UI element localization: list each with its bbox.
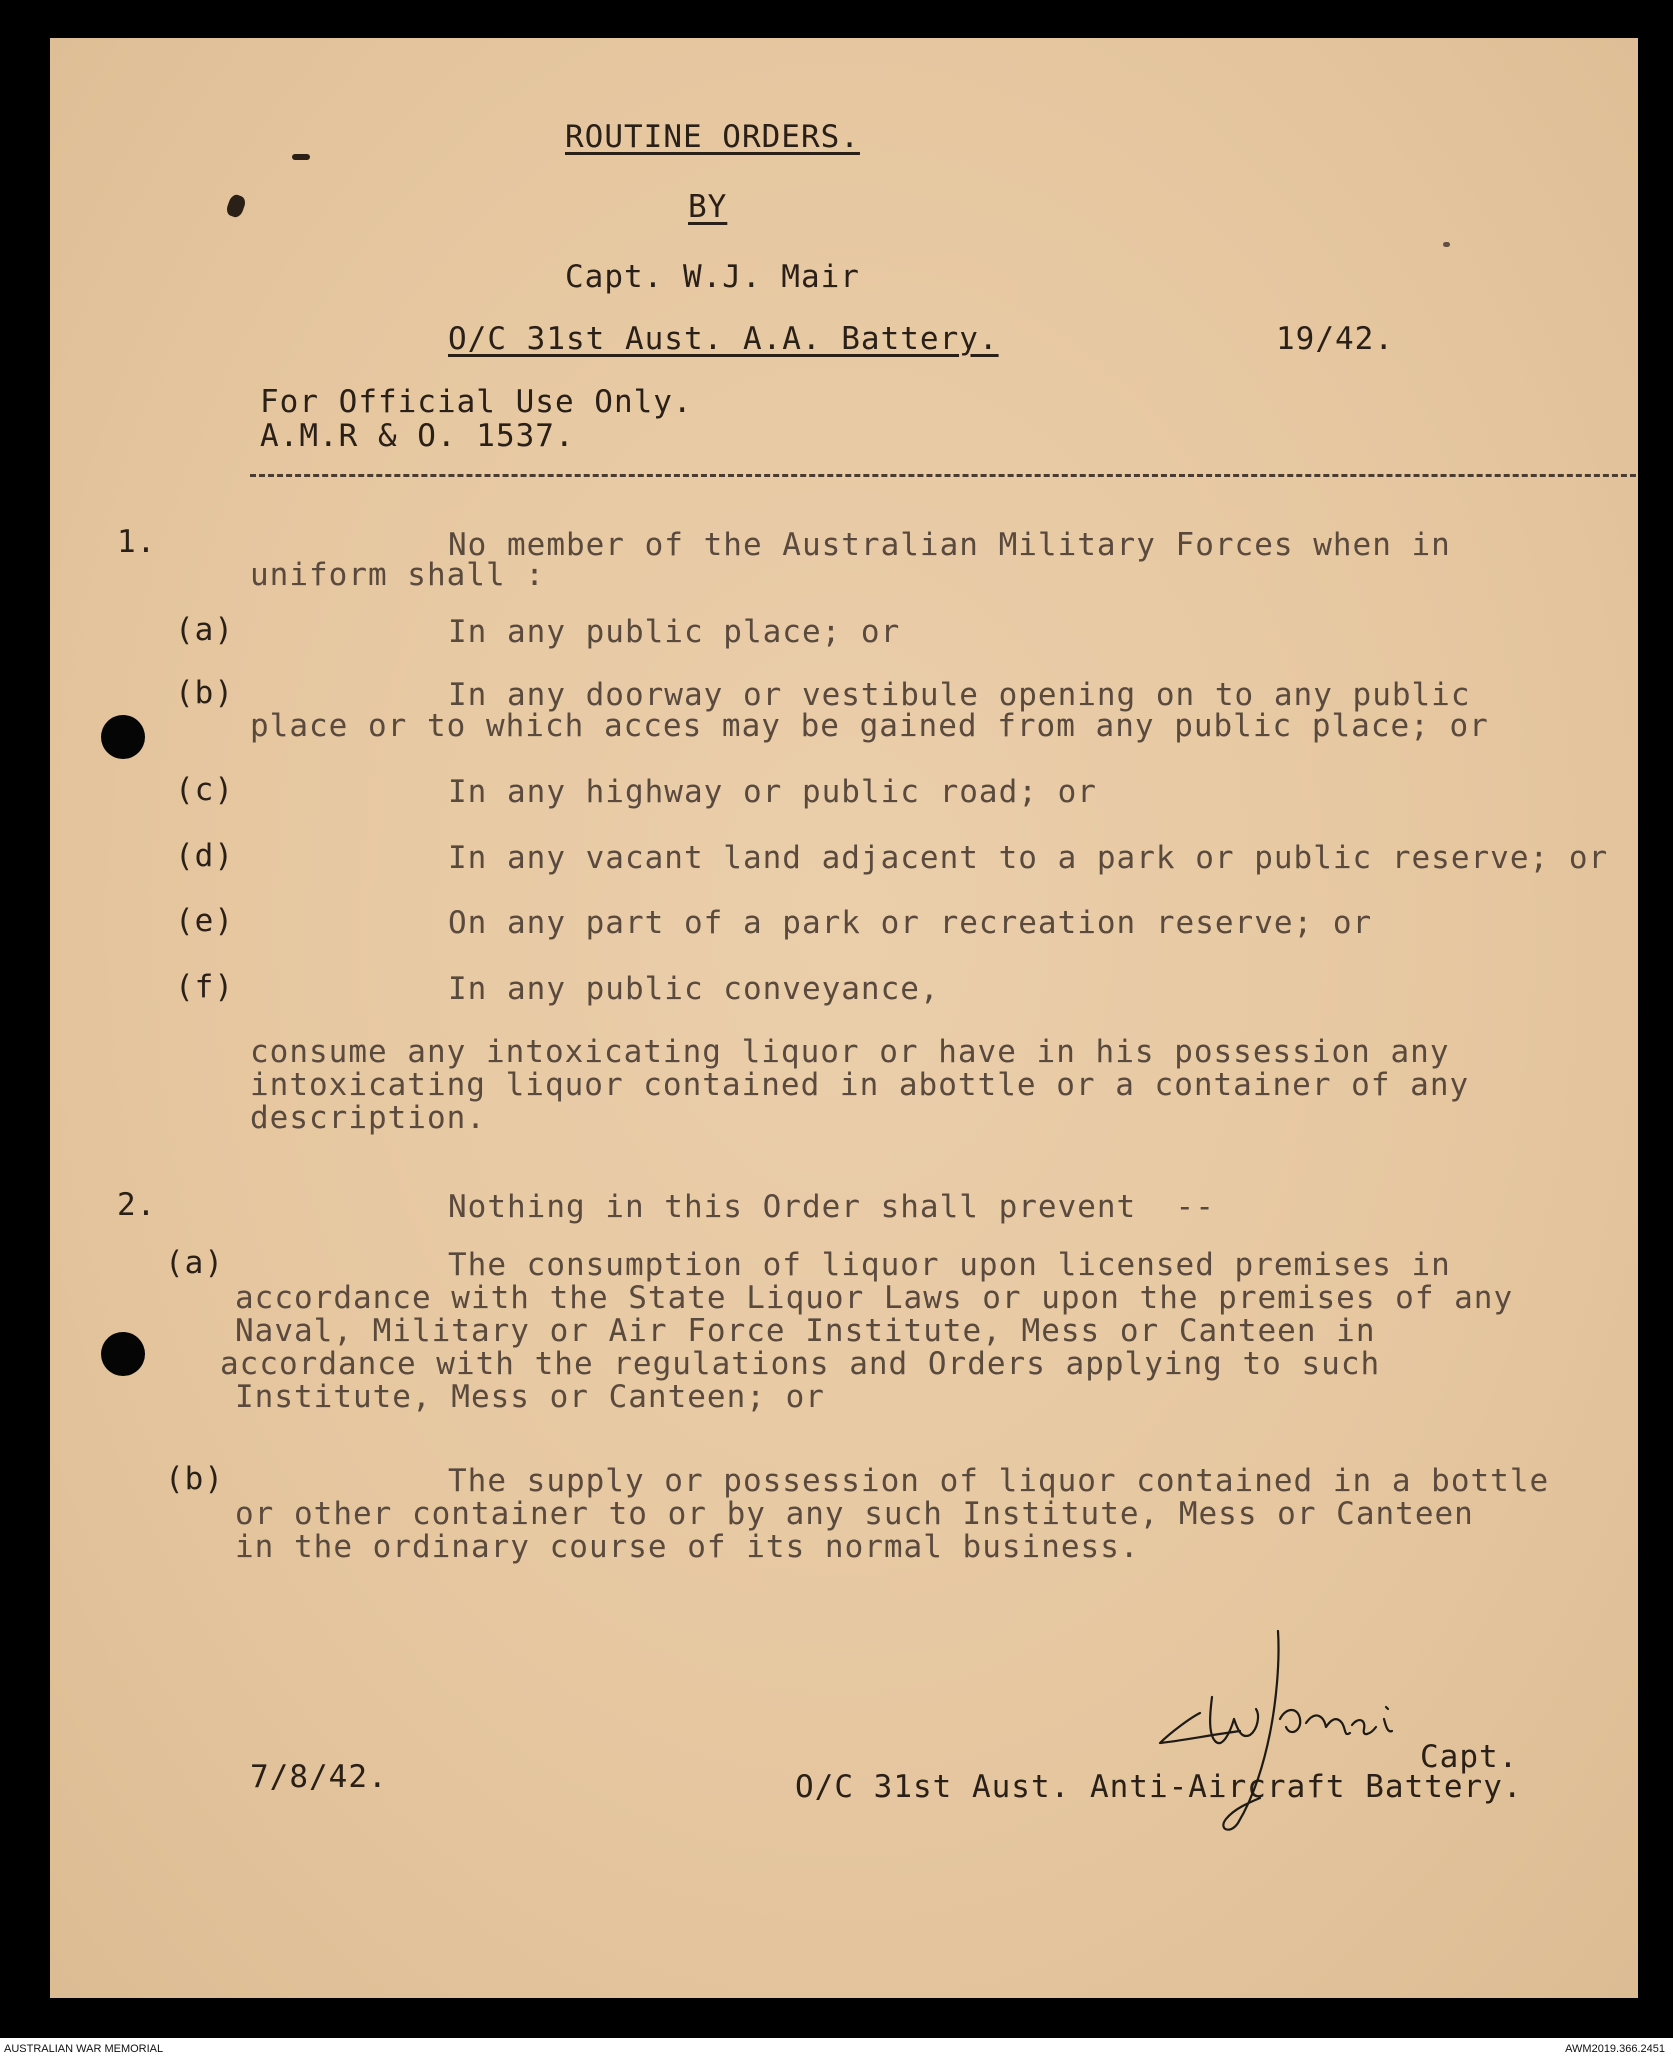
- order-2-item-a-label: (a): [165, 1245, 224, 1281]
- order-1-item-a-label: (a): [175, 612, 234, 648]
- order-1-item-b-label: (b): [175, 675, 234, 711]
- order-number: 19/42.: [1276, 321, 1394, 357]
- ink-speck: [292, 154, 310, 160]
- order-1-number: 1.: [117, 524, 157, 560]
- order-2-number: 2.: [117, 1187, 157, 1223]
- officer-name: Capt. W.J. Mair: [565, 259, 860, 295]
- archive-footer: [0, 2038, 1673, 2061]
- restriction-line-1: For Official Use Only.: [260, 384, 693, 420]
- archive-reference: AWM2019.366.2451: [1565, 2043, 1665, 2055]
- order-2-item-a-line-3: Naval, Military or Air Force Institute, Mess or Canteen in: [235, 1313, 1376, 1349]
- issue-date: 7/8/42.: [250, 1759, 388, 1795]
- signatory-rank: Capt.: [1420, 1739, 1519, 1775]
- divider-rule: [250, 474, 1638, 477]
- order-2-item-a-line-4: accordance with the regulations and Orders applying to such: [220, 1346, 1381, 1382]
- handwritten-signature: [1130, 1623, 1460, 1833]
- order-2-item-b-line-3: in the ordinary course of its normal business.: [235, 1529, 1140, 1565]
- order-1-item-e-label: (e): [175, 903, 234, 939]
- order-1-intro-line-1: No member of the Australian Military Forces when in: [448, 527, 1451, 563]
- archive-name: AUSTRALIAN WAR MEMORIAL: [4, 2043, 164, 2055]
- ink-speck: [1443, 242, 1450, 247]
- order-2-item-b-label: (b): [165, 1461, 224, 1497]
- order-2-item-b-line-1: The supply or possession of liquor contained in a bottle: [448, 1463, 1550, 1499]
- binder-hole: [101, 1332, 145, 1376]
- order-1-item-d-label: (d): [175, 838, 234, 874]
- order-1-conclusion-line-3: description.: [250, 1100, 486, 1136]
- order-1-intro-line-2: uniform shall :: [250, 557, 545, 593]
- binder-hole: [101, 715, 145, 759]
- order-2-item-a-line-2: accordance with the State Liquor Laws or upon the premises of any: [235, 1280, 1514, 1316]
- order-1-item-b-line-1: In any doorway or vestibule opening on to any public: [448, 677, 1471, 713]
- order-2-item-a-line-5: Institute, Mess or Canteen; or: [235, 1379, 825, 1415]
- order-2-item-a-line-1: The consumption of liquor upon licensed premises in: [448, 1247, 1451, 1283]
- order-1-item-c-label: (c): [175, 772, 234, 808]
- order-2-intro: Nothing in this Order shall prevent --: [448, 1189, 1215, 1225]
- order-1-item-f-label: (f): [175, 969, 234, 1005]
- restriction-line-2: A.M.R & O. 1537.: [260, 418, 575, 454]
- ink-speck: [225, 193, 248, 219]
- by-line: BY: [688, 189, 728, 225]
- unit-name: O/C 31st Aust. A.A. Battery.: [448, 321, 999, 357]
- order-1-conclusion-line-1: consume any intoxicating liquor or have in his possession any: [250, 1034, 1450, 1070]
- document-page: [50, 38, 1638, 1998]
- order-1-conclusion-line-2: intoxicating liquor contained in abottle or a container of any: [250, 1067, 1470, 1103]
- order-1-item-f-line-1: In any public conveyance,: [448, 971, 940, 1007]
- order-2-item-b-line-2: or other container to or by any such Institute, Mess or Canteen: [235, 1496, 1474, 1532]
- order-1-item-a-line-1: In any public place; or: [448, 614, 901, 650]
- signatory-unit: O/C 31st Aust. Anti-Aircraft Battery.: [795, 1769, 1523, 1805]
- order-1-item-b-line-2: place or to which acces may be gained from any public place; or: [250, 708, 1489, 744]
- order-1-item-c-line-1: In any highway or public road; or: [448, 774, 1097, 810]
- order-1-item-d-line-1: In any vacant land adjacent to a park or public reserve; or: [448, 840, 1609, 876]
- document-title: ROUTINE ORDERS.: [565, 119, 860, 155]
- order-1-item-e-line-1: On any part of a park or recreation reserve; or: [448, 905, 1373, 941]
